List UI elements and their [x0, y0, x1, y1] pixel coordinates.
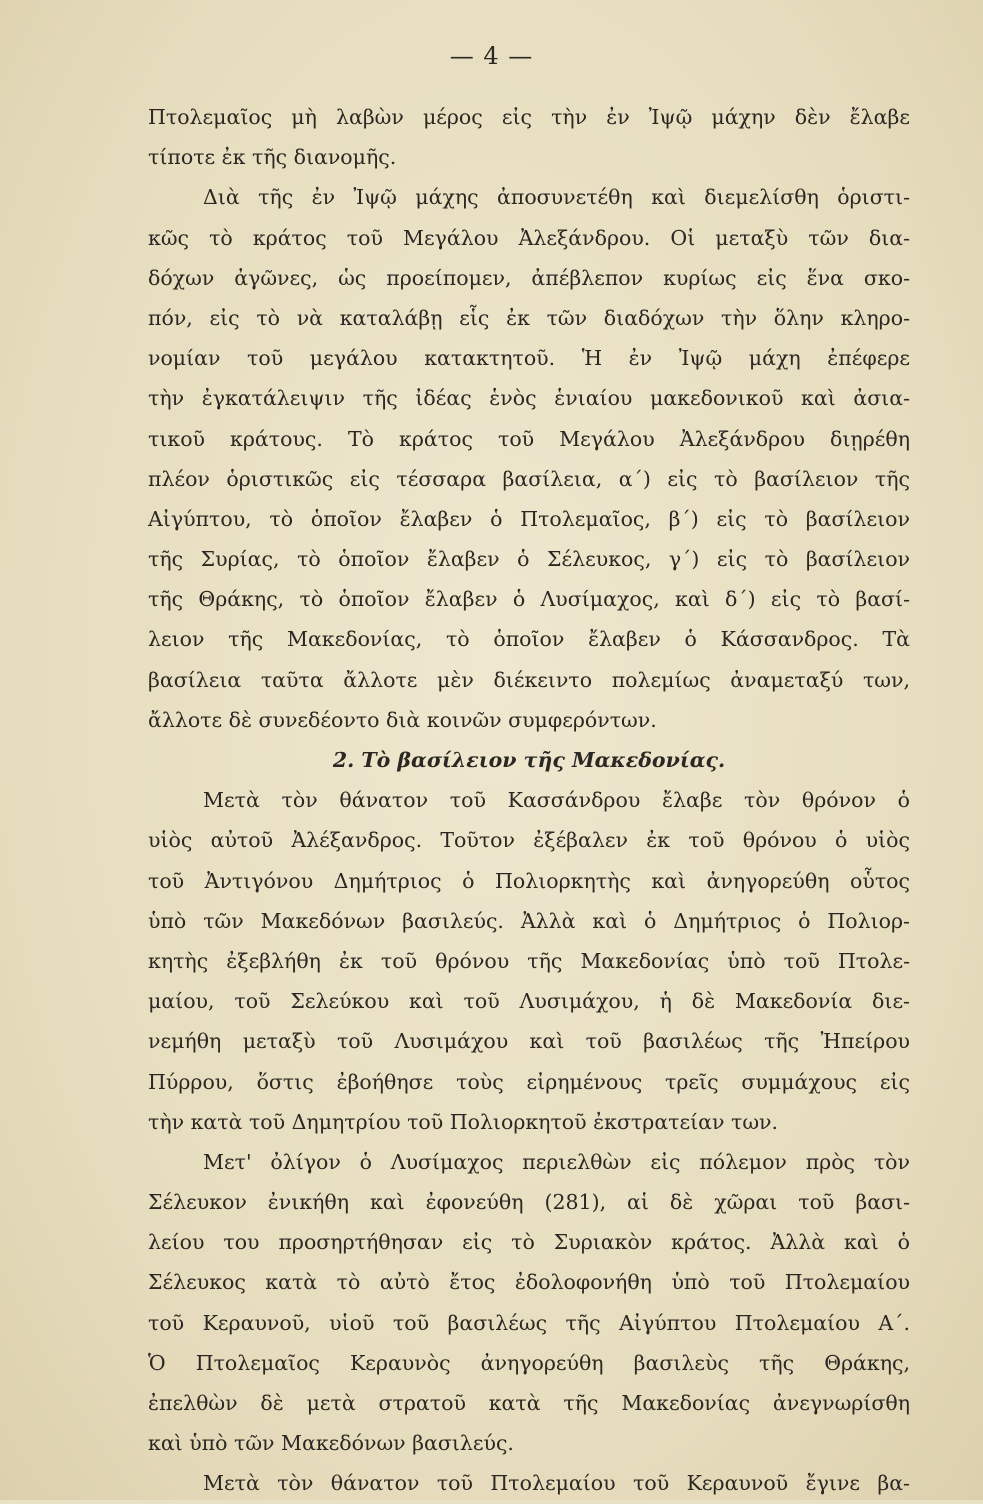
text-line: ἄλλοτε δὲ συνεδέοντο διὰ κοινῶν συμφερόντων.: [148, 707, 657, 732]
text-line: πλέον ὁριστικῶς εἰς τέσσαρα βασίλεια, α΄) εἰς τὸ βασίλειον τῆς: [148, 466, 910, 491]
text-line: Αἰγύπτου, τὸ ὁποῖον ἔλαβεν ὁ Πτολεμαῖος, β΄) εἰς τὸ βασίλειον: [148, 506, 910, 531]
text-line: Μετ' ὀλίγον ὁ Λυσίμαχος περιελθὼν εἰς πόλεμον πρὸς τὸν: [203, 1149, 910, 1174]
text-line: υἱὸς αὐτοῦ Ἀλέξανδρος. Τοῦτον ἐξέβαλεν ἐκ τοῦ θρόνου ὁ υἱὸς: [148, 828, 910, 853]
text-line: καὶ ὑπὸ τῶν Μακεδόνων βασιλεύς.: [148, 1431, 514, 1456]
text-line: βασίλεια ταῦτα ἄλλοτε μὲν διέκειντο πολεμίως ἀναμεταξύ των,: [148, 667, 910, 692]
text-line: κητὴς ἐξεβλήθη ἐκ τοῦ θρόνου τῆς Μακεδονίας ὑπὸ τοῦ Πτολε-: [148, 948, 910, 973]
text-line: Σέλευκον ἐνικήθη καὶ ἐφονεύθη (281), αἱ δὲ χῶραι τοῦ βασι-: [148, 1190, 910, 1215]
text-line: Διὰ τῆς ἐν Ἰψῷ μάχης ἀποσυνετέθη καὶ διεμελίσθη ὁριστι-: [203, 185, 910, 210]
text-line: Μετὰ τὸν θάνατον τοῦ Πτολεμαίου τοῦ Κεραυνοῦ ἔγινε βα-: [203, 1471, 910, 1496]
text-line: Πύρρου, ὅστις ἐβοήθησε τοὺς εἰρημένους τρεῖς συμμάχους εἰς: [148, 1069, 910, 1094]
text-line: τῆς Θράκης, τὸ ὁποῖον ἔλαβεν ὁ Λυσίμαχος, καὶ δ΄) εἰς τὸ βασί-: [148, 587, 910, 612]
body-text: [148, 97, 910, 1504]
text-line: πόν, εἰς τὸ νὰ καταλάβῃ εἷς ἐκ τῶν διαδόχων τὴν ὅλην κληρο-: [148, 305, 910, 330]
text-line: νομίαν τοῦ μεγάλου κατακτητοῦ. Ἡ ἐν Ἰψῷ μάχη ἐπέφερε: [148, 346, 910, 371]
text-line: Ὁ Πτολεμαῖος Κεραυνὸς ἀνηγορεύθη βασιλεὺς τῆς Θράκης,: [148, 1350, 910, 1375]
text-line: τικοῦ κράτους. Τὸ κράτος τοῦ Μεγάλου Ἀλεξάνδρου διῃρέθη: [148, 426, 910, 451]
text-line: τῆς Συρίας, τὸ ὁποῖον ἔλαβεν ὁ Σέλευκος, γ΄) εἰς τὸ βασίλειον: [148, 547, 910, 572]
text-line: δόχων ἀγῶνες, ὡς προείπομεν, ἀπέβλεπον κυρίως εἰς ἕνα σκο-: [148, 265, 910, 290]
text-line: τίποτε ἐκ τῆς διανομῆς.: [148, 145, 397, 170]
text-line: Πτολεμαῖος μὴ λαβὼν μέρος εἰς τὴν ἐν Ἰψῷ μάχην δὲν ἔλαβε: [148, 105, 910, 129]
text-line: τὴν ἐγκατάλειψιν τῆς ἰδέας ἑνὸς ἑνιαίου μακεδονικοῦ καὶ ἀσια-: [148, 386, 910, 411]
text-line: μαίου, τοῦ Σελεύκου καὶ τοῦ Λυσιμάχου, ἡ δὲ Μακεδονία διε-: [148, 989, 910, 1014]
text-line: Σέλευκος κατὰ τὸ αὐτὸ ἔτος ἐδολοφονήθη ὑπὸ τοῦ Πτολεμαίου: [148, 1270, 910, 1295]
text-line: ἐπελθὼν δὲ μετὰ στρατοῦ κατὰ τῆς Μακεδονίας ἀνεγνωρίσθη: [148, 1391, 910, 1415]
text-line: ὑπὸ τῶν Μακεδόνων βασιλεύς. Ἀλλὰ καὶ ὁ Δημήτριος ὁ Πολιορ-: [148, 908, 910, 933]
text-line: Μετὰ τὸν θάνατον τοῦ Κασσάνδρου ἔλαβε τὸν θρόνον ὁ: [203, 788, 910, 813]
section-heading: 2. Τὸ βασίλειον τῆς Μακεδονίας.: [332, 748, 726, 772]
text-line: λειον τῆς Μακεδονίας, τὸ ὁποῖον ἔλαβεν ὁ Κάσσανδρος. Τὰ: [148, 627, 910, 652]
text-line: λείου του προσηρτήθησαν εἰς τὸ Συριακὸν κράτος. Ἀλλὰ καὶ ὁ: [148, 1230, 910, 1255]
text-line: τοῦ Κεραυνοῦ, υἱοῦ τοῦ βασιλέως τῆς Αἰγύπτου Πτολεμαίου Α΄.: [148, 1310, 910, 1335]
text-line: νεμήθη μεταξὺ τοῦ Λυσιμάχου καὶ τοῦ βασιλέως τῆς Ἠπείρου: [148, 1029, 910, 1054]
page-number: — 4 —: [449, 42, 534, 70]
text-line: κῶς τὸ κράτος τοῦ Μεγάλου Ἀλεξάνδρου. Οἱ μεταξὺ τῶν δια-: [148, 225, 910, 250]
text-line: τὴν κατὰ τοῦ Δημητρίου τοῦ Πολιορκητοῦ ἐκστρατείαν των.: [148, 1109, 779, 1134]
text-line: τοῦ Ἀντιγόνου Δημήτριος ὁ Πολιορκητὴς καὶ ἀνηγορεύθη οὗτος: [148, 868, 910, 893]
